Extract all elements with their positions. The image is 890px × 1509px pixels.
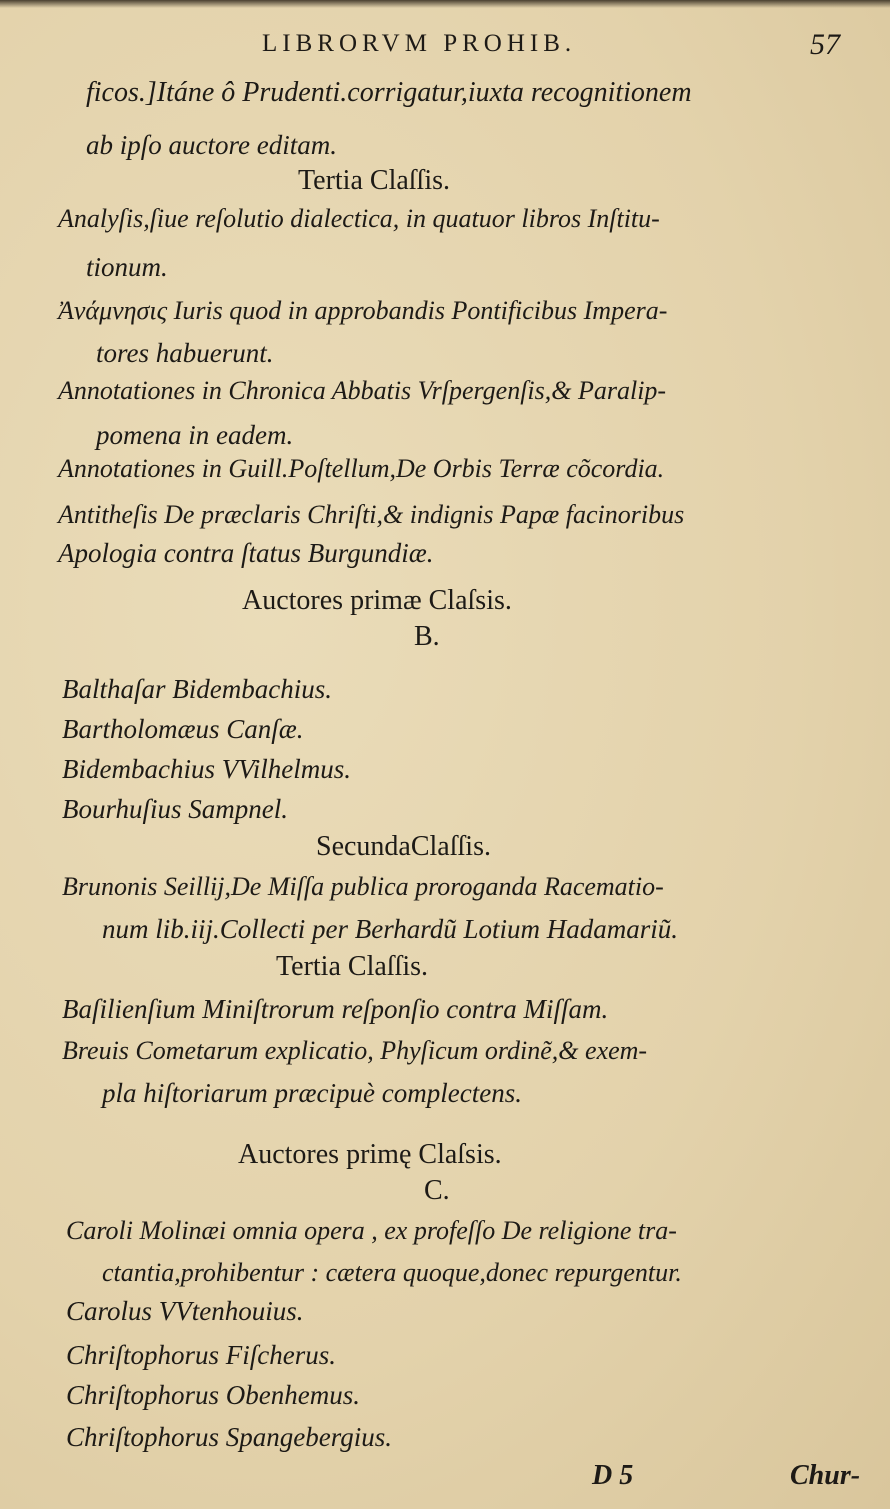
text-line: Baſilienſium Miniſtrorum reſponſio contra Miſſam. [62, 994, 609, 1024]
running-head: LIBRORVM PROHIB. [262, 30, 577, 57]
text-line: Bartholomæus Canſæ. [62, 714, 304, 744]
text-line: Chriſtophorus Spangebergius. [66, 1422, 393, 1452]
text-line: tores habuerunt. [96, 338, 274, 368]
catchword: Chur- [790, 1460, 861, 1491]
text-line: Apologia contra ſtatus Burgundiæ. [58, 538, 434, 568]
section-heading: Auctores primę Claſsis. [238, 1139, 502, 1170]
text-line: Analyſis,ſiue reſolutio dialectica, in quatuor libros Inſtitu- [58, 204, 660, 233]
text-line: Balthaſar Bidembachius. [62, 674, 332, 704]
text-line: ctantia,prohibentur : cætera quoque,donec repurgentur. [102, 1258, 682, 1287]
letter-heading: C. [424, 1175, 450, 1206]
text-line: Bourhuſius Sampnel. [62, 794, 289, 824]
text-line: Annotationes in Guill.Poſtellum,De Orbis Terræ cõcordia. [58, 454, 665, 483]
letter-heading: B. [414, 621, 440, 652]
section-heading: Auctores primæ Claſsis. [242, 585, 512, 616]
text-line: Annotationes in Chronica Abbatis Vrſpergenſis,& Paralip- [58, 376, 667, 405]
text-line: Caroli Molinæi omnia opera , ex profeſſo De religione tra- [66, 1216, 677, 1245]
text-line: Carolus VVtenhouius. [66, 1296, 304, 1326]
signature-mark: D 5 [592, 1460, 634, 1491]
text-line: Brunonis Seillij,De Miſſa publica proroganda Racematio- [62, 872, 664, 901]
text-line: Chriſtophorus Obenhemus. [66, 1380, 361, 1410]
text-line: Breuis Cometarum explicatio, Phyſicum ordinẽ,& exem- [62, 1036, 648, 1065]
text-line: pomena in eadem. [96, 420, 294, 450]
text-line: ab ipſo auctore editam. [86, 130, 337, 160]
text-line: ficos.]Itáne ô Prudenti.corrigatur,iuxta recognitionem [86, 77, 692, 108]
page-number: 57 [810, 28, 840, 61]
text-line: Ἀνάμνησις Iuris quod in approbandis Pontificibus Impera- [58, 296, 668, 325]
class-heading: Tertia Claſſis. [276, 951, 429, 982]
text-line: Chriſtophorus Fiſcherus. [66, 1340, 337, 1370]
text-line: Bidembachius VVilhelmus. [62, 754, 351, 784]
text-line: Antitheſis De præclaris Chriſti,& indignis Papæ facinoribus [58, 500, 685, 529]
text-line: num lib.iij.Collecti per Berhardũ Lotium Hadamariũ. [102, 914, 679, 944]
text-line: pla hiſtoriarum præcipuè complectens. [102, 1078, 522, 1108]
class-heading: SecundaClaſſis. [316, 831, 491, 862]
class-heading: Tertia Claſſis. [298, 165, 451, 196]
text-line: tionum. [86, 252, 168, 282]
